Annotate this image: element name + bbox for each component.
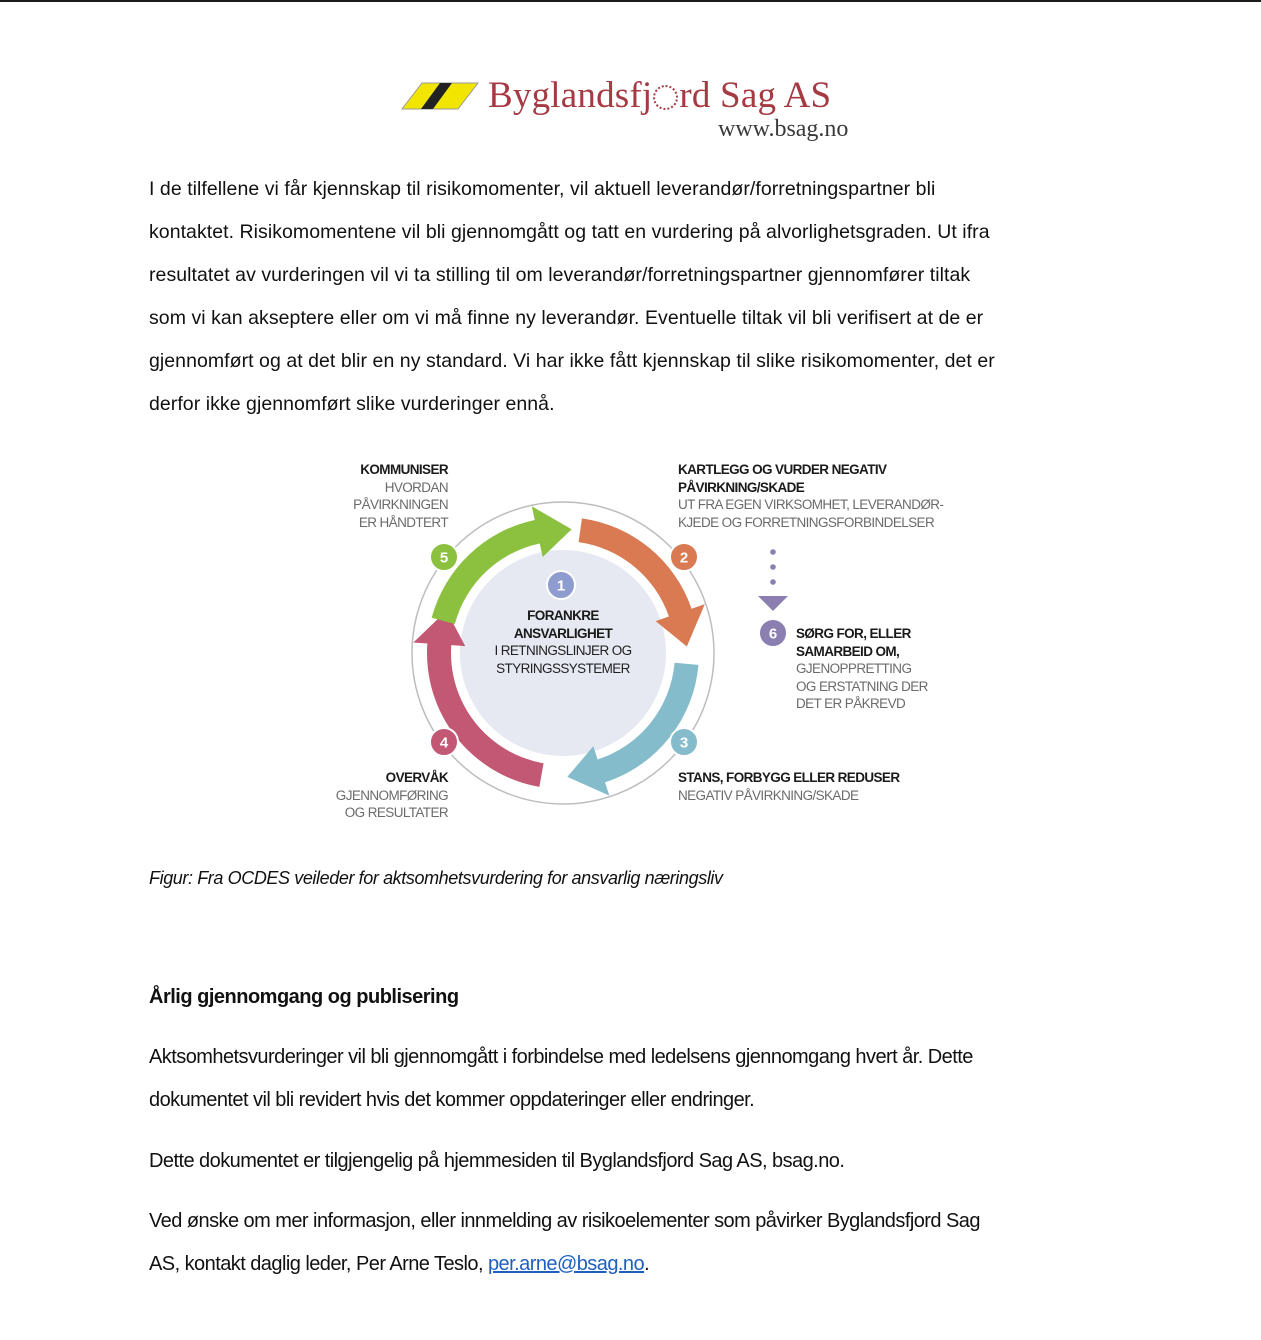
- step-1-badge: [547, 571, 575, 599]
- step-1-title-line: ANSVARLIGHET: [513, 625, 613, 641]
- step-3-badge-number: 3: [679, 734, 689, 752]
- step-2-badge: [670, 543, 698, 571]
- paragraph-line: Ved ønske om mer informasjon, eller innmelding av risikoelementer som påvirker Byglandsfjord Sag: [149, 1210, 980, 1232]
- step-2-desc-line: KJEDE OG FORRETNINGSFORBINDELSER: [678, 514, 935, 530]
- step-5-label: [353, 461, 448, 531]
- section-paragraph-2: [149, 1140, 1119, 1183]
- intro-line: kontaktet. Risikomomentene vil bli gjennomgått og tatt en vurdering på alvorlighetsgraden. Ut ifra: [149, 221, 990, 243]
- paragraph-line: [149, 1243, 1119, 1286]
- step-2-label: [678, 461, 943, 531]
- step-1-title-line: FORANKRE: [527, 608, 599, 623]
- step-1-desc-line: STYRINGSSYSTEMER: [496, 660, 630, 676]
- intro-line: resultatet av vurderingen vil vi ta stilling til om leverandør/forretningspartner gjennomfører tiltak: [149, 264, 971, 286]
- company-logo: [398, 70, 868, 150]
- step-4-title-line: OVERVÅK: [385, 770, 448, 785]
- step-3-badge: [670, 728, 698, 756]
- step-3-title-line: STANS, FORBYGG ELLER REDUSER: [678, 770, 900, 785]
- logo-company-name: [488, 74, 831, 117]
- step-3-desc-line: NEGATIV PÅVIRKNING/SKADE: [678, 787, 859, 803]
- section-paragraph-1: [149, 1036, 1119, 1122]
- logo-website: www.bsag.no: [718, 116, 849, 142]
- contact-suffix: .: [644, 1253, 650, 1275]
- step-2-desc-line: UT FRA EGEN VIRKSOMHET, LEVERANDØR-: [678, 497, 944, 512]
- step-6-title-line: SØRG FOR, ELLER: [796, 626, 911, 641]
- step-6-badge-number: 6: [768, 625, 778, 643]
- step-4-label: [336, 769, 448, 822]
- step-1-badge-number: 1: [556, 577, 566, 595]
- section-paragraph-3: [149, 1200, 1119, 1286]
- step-5-badge: [430, 543, 458, 571]
- logo-ring-icon: [653, 85, 678, 110]
- contact-email-link[interactable]: per.arne@bsag.no: [487, 1253, 645, 1275]
- step-6-desc-line: GJENOPPRETTING: [796, 661, 912, 676]
- step-4-badge: [430, 728, 458, 756]
- step-4-badge-number: 4: [439, 734, 449, 752]
- intro-line: som vi kan akseptere eller om vi må finne ny leverandør. Eventuelle tiltak vil bli verifisert at de er: [149, 307, 984, 329]
- step-2-title-line: KARTLEGG OG VURDER NEGATIV: [678, 462, 887, 477]
- paragraph-line: dokumentet vil bli revidert hvis det kommer oppdateringer eller endringer.: [149, 1089, 755, 1111]
- step-6-desc-line: OG ERSTATNING DER: [796, 678, 928, 694]
- step-6-label: [796, 625, 928, 713]
- step-6-desc-line: DET ER PÅKREVD: [796, 696, 906, 711]
- arrow-down-icon: [758, 596, 788, 611]
- logo-name-part-1: Byglandsfj: [488, 75, 653, 116]
- intro-line: gjennomført og at det blir en ny standard. Vi har ikke fått kjennskap til slike risikomomenter, det er: [149, 350, 995, 372]
- step-5-desc-line: ER HÅNDTERT: [358, 514, 448, 530]
- intro-paragraph: [149, 168, 1119, 426]
- step-5-badge-number: 5: [439, 549, 449, 567]
- page-top-border: [0, 0, 1261, 2]
- intro-line: I de tilfellene vi får kjennskap til risikomomenter, vil aktuell leverandør/forretningspartner bli: [149, 178, 936, 200]
- step-4-desc-line: OG RESULTATER: [344, 805, 448, 820]
- step-2-badge-number: 2: [679, 549, 689, 567]
- step-5-title-line: KOMMUNISER: [360, 462, 448, 477]
- section-heading: Årlig gjennomgang og publisering: [149, 986, 459, 1008]
- logo-name-part-2: rd Sag AS: [679, 75, 832, 116]
- figure-caption: Figur: Fra OCDES veileder for aktsomhetsvurdering for ansvarlig næringsliv: [149, 868, 723, 888]
- intro-line: derfor ikke gjennomført slike vurderinger ennå.: [149, 393, 555, 415]
- paragraph-line: Aktsomhetsvurderinger vil bli gjennomgått i forbindelse med ledelsens gjennomgang hvert år. Dette: [149, 1046, 973, 1068]
- step-2-title-line: PÅVIRKNING/SKADE: [678, 479, 805, 495]
- paragraph-line: Dette dokumentet er tilgjengelig på hjemmesiden til Byglandsfjord Sag AS, bsag.no.: [149, 1150, 845, 1172]
- step-5-desc-line: HVORDAN: [384, 479, 448, 495]
- contact-prefix: AS, kontakt daglig leder, Per Arne Teslo,: [149, 1253, 488, 1275]
- step-4-desc-line: GJENNOMFØRING: [335, 787, 448, 803]
- logo-stripe-icon: [400, 82, 480, 112]
- step6-connector: [758, 549, 788, 611]
- due-diligence-cycle-diagram: [330, 455, 950, 835]
- step-5-desc-line: PÅVIRKNINGEN: [353, 497, 448, 512]
- step-6-badge: [759, 619, 787, 647]
- step-1-desc-line: I RETNINGSLINJER OG: [494, 643, 632, 658]
- step-3-label: [678, 769, 899, 804]
- step-6-title-line: SAMARBEID OM,: [796, 643, 900, 659]
